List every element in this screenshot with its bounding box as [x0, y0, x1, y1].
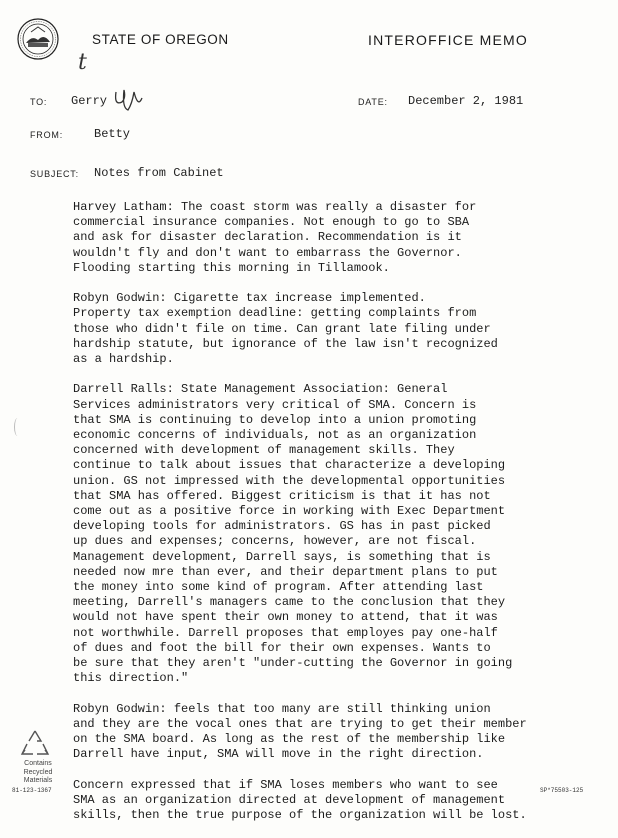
form-number-right: SP*75503-125: [540, 787, 584, 794]
state-heading: STATE OF OREGON: [92, 32, 229, 47]
recycle-line-1: Contains: [24, 760, 52, 767]
to-label: TO:: [30, 97, 48, 107]
paragraph-robyn-godwin-tax: Robyn Godwin: Cigarette tax increase implemented. Property tax exemption deadline: getting complaints from those who didn't file on time. Can grant late filing under hardship statute, but ignorance of the law isn't recognized as a hardship.: [73, 291, 498, 367]
from-value: Betty: [94, 127, 131, 141]
handwritten-initials-icon: [112, 86, 146, 114]
date-label: DATE:: [358, 97, 388, 107]
paragraph-concern: Concern expressed that if SMA loses members who want to see SMA as an organization directed at development of management skills, then the true purpose of the organization will be lost.: [73, 777, 527, 823]
to-value: Gerry: [71, 94, 108, 108]
recycle-line-2: Recycled: [23, 768, 53, 776]
subject-label: SUBJECT:: [30, 169, 79, 179]
subject-value: Notes from Cabinet: [94, 166, 224, 180]
recycle-icon: [15, 728, 55, 758]
paragraph-harvey-latham: Harvey Latham: The coast storm was really a disaster for commercial insurance companies. Not enough to go to SBA and ask for disaster declaration. Recommendation is it wouldn't fly and don't want to embarrass the Governor. Flooding starting this morning in Tillamook.: [73, 200, 477, 275]
memo-type-heading: INTEROFFICE MEMO: [368, 32, 528, 48]
paragraph-robyn-godwin-sma: Robyn Godwin: feels that too many are still thinking union and they are the vocal ones that are trying to get their member on the SMA board. As long as the rest of the membership like Darrell have input, SMA will move in the right direction.: [73, 701, 527, 762]
memo-body: [73, 200, 593, 838]
paragraph-darrell-ralls: Darrell Ralls: State Management Association: General Services administrators very critical of SMA. Concern is that SMA is continuing to develop into a union promoting economic concerns of individuals, not as an organization concerned with development of management skills. They continue to talk about issues that characterize a developing union. GS not impressed with the developmental opportunities that SMA has offered. Biggest criticism is that it has not come out as a positive force in working with Exec Department developing tools for administrators. GS has in past picked up dues and expenses; concerns, however, are not fiscal. Management development, Darrell says, is something that is needed now mre than ever, and their department plans to put the money into some kind of program. After attending last meeting, Darrell's managers came to the conclusion that they would not have spent their own money to attend, that it was not worthwhile. Darrell proposes that employes pay one-half of dues and foot the bill for their own expenses. Wants to be sure that they aren't "under-cutting the Governor in going this direction.": [73, 382, 513, 686]
from-label: FROM:: [30, 130, 63, 140]
recycled-materials-note: [13, 760, 63, 786]
margin-mark: [14, 418, 21, 436]
state-seal-icon: [17, 18, 59, 60]
form-number-left: 81-123-1367: [12, 787, 52, 794]
recycle-line-3: Materials: [23, 777, 53, 784]
handwritten-mark: t: [78, 50, 87, 75]
date-value: December 2, 1981: [408, 94, 524, 108]
